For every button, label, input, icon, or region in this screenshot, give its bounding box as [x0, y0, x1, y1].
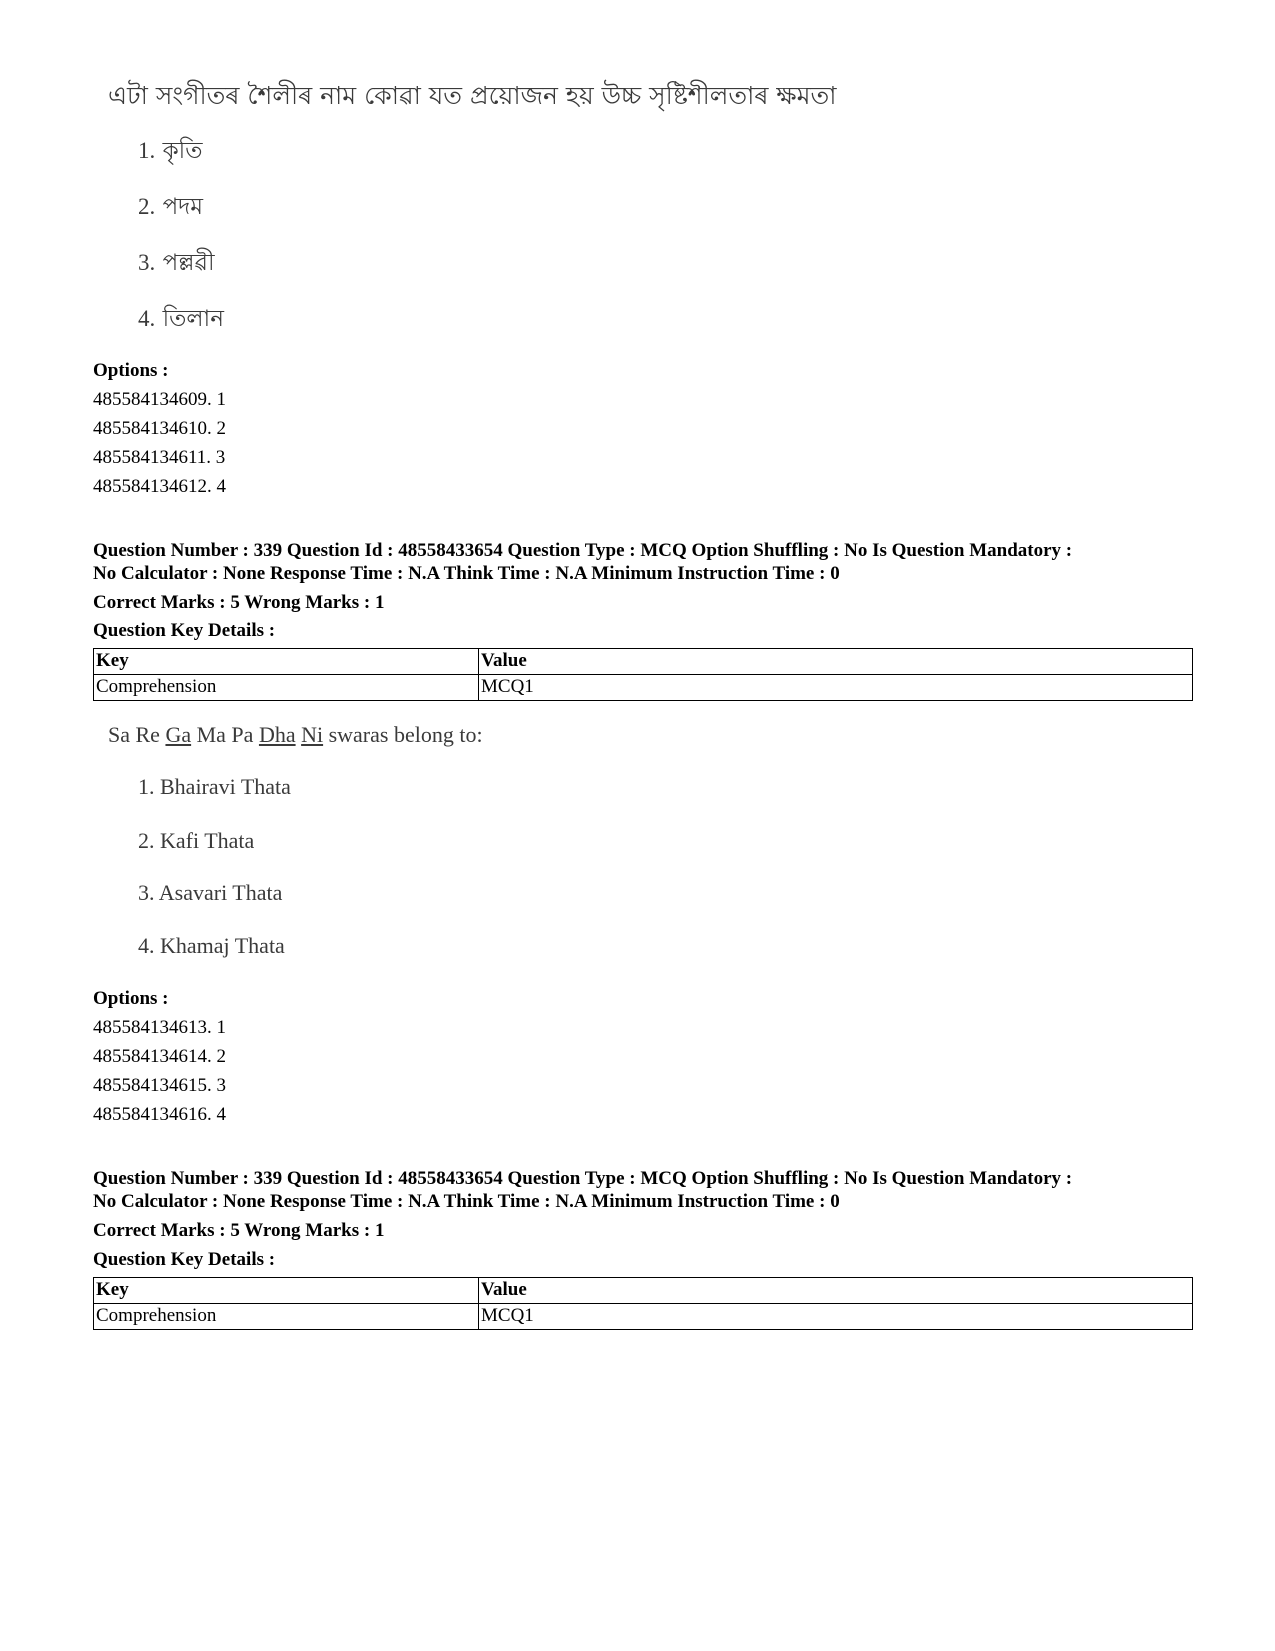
key-details-label-1: Question Key Details :	[93, 620, 276, 641]
meta-line-2: No Calculator : None Response Time : N.A Think Time : N.A Minimum Instruction Time : 0	[93, 563, 840, 584]
options-label: Options :	[93, 360, 169, 381]
question-image-assamese	[108, 76, 1008, 346]
key-details-table-2	[93, 1277, 1193, 1330]
table-row	[94, 675, 1193, 701]
marks-2: Correct Marks : 5 Wrong Marks : 1	[93, 1220, 385, 1241]
question-stem: Sa Re Ga Ma Pa Dha Ni swaras belong to:	[108, 722, 483, 747]
options-list-1	[93, 357, 1193, 501]
table-header-value: Value	[479, 1278, 1193, 1304]
option-item: 485584134612. 4	[93, 476, 226, 497]
choice-1: 1. Bhairavi Thata	[138, 774, 291, 799]
table-header-value: Value	[479, 649, 1193, 675]
meta-line-2: No Calculator : None Response Time : N.A Think Time : N.A Minimum Instruction Time : 0	[93, 1191, 840, 1212]
table-row	[94, 1304, 1193, 1330]
key-details-table-1	[93, 648, 1193, 701]
table-cell-key: Comprehension	[94, 1304, 479, 1330]
question-meta-2	[93, 1167, 1203, 1213]
meta-line-1: Question Number : 339 Question Id : 48558433654 Question Type : MCQ Option Shuffling : No Is Question Mandatory :	[93, 1168, 1073, 1189]
choice-4: 4. তিলান	[138, 306, 224, 332]
choice-4: 4. Khamaj Thata	[138, 933, 285, 958]
table-header-key: Key	[94, 1278, 479, 1304]
option-item: 485584134610. 2	[93, 418, 226, 439]
option-item: 485584134611. 3	[93, 447, 226, 468]
table-header-key: Key	[94, 649, 479, 675]
question-image-english	[108, 722, 808, 962]
table-cell-key: Comprehension	[94, 675, 479, 701]
option-item: 485584134616. 4	[93, 1104, 226, 1125]
question-meta-1	[93, 539, 1203, 585]
table-cell-value: MCQ1	[479, 1304, 1193, 1330]
choice-2: 2. পদম	[138, 194, 204, 220]
key-details-label-2: Question Key Details :	[93, 1249, 276, 1270]
options-label: Options :	[93, 988, 169, 1009]
options-list-2	[93, 985, 1193, 1129]
option-item: 485584134609. 1	[93, 389, 226, 410]
choice-2: 2. Kafi Thata	[138, 828, 255, 853]
option-item: 485584134615. 3	[93, 1075, 226, 1096]
meta-line-1: Question Number : 339 Question Id : 48558433654 Question Type : MCQ Option Shuffling : No Is Question Mandatory :	[93, 540, 1073, 561]
question-stem: এটা সংগীতৰ শৈলীৰ নাম কোৱা যত প্ৰয়োজন হয় উচ্চ সৃষ্টিশীলতাৰ ক্ষমতা	[108, 81, 837, 110]
choice-3: 3. Asavari Thata	[138, 880, 283, 905]
option-item: 485584134613. 1	[93, 1017, 226, 1038]
choice-3: 3. পল্লৱী	[138, 250, 215, 276]
choice-1: 1. কৃতি	[138, 138, 203, 164]
option-item: 485584134614. 2	[93, 1046, 226, 1067]
table-cell-value: MCQ1	[479, 675, 1193, 701]
marks-1: Correct Marks : 5 Wrong Marks : 1	[93, 592, 385, 613]
